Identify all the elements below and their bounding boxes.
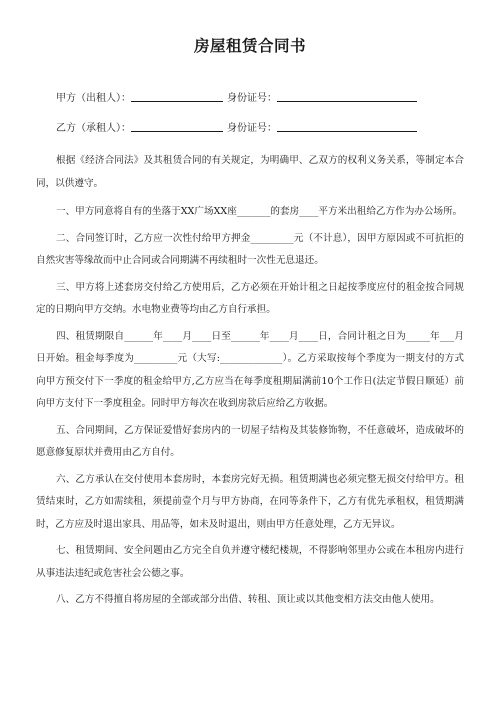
party-b-label: 乙方（承租人）： [56,123,131,134]
party-a-id-blank [277,90,417,102]
clause-6-paragraph: 六、乙方承认在交付使用本套房时，本套房完好无损。租赁期满也必须完整无损交付给甲方。租赁结束时，乙方如需续租，须提前壹个月与甲方协商，在同等条件下，乙方有优先承租权，租赁期满时，乙方应及时退出家具、用品等，如未及时退出，则由甲方任意处理，乙方无异议。 [36,473,464,530]
preamble-paragraph: 根据《经济合同法》及其租赁合同的有关规定，为明确甲、乙双方的权利义务关系，等制定本合同，以供遵守。 [36,155,464,189]
clause-4-paragraph: 四、租赁期限自______年____月____日至______年____月____日，合同计租之日为_____年___月日开始。租金每季度为_________元（大写:_____________）。乙方采取按每个季度为一期支付的方式向甲方预交付下一季度的租金给甲方,乙方应当在每季度租期届满前10个工作日(法定节假日顺延）前向甲方支付下一季度租金。同时甲方每次在收到房款后应给乙方收据。 [36,330,464,409]
party-a-label: 甲方（出租人）： [56,93,131,104]
clause-8-paragraph: 八、乙方不得擅自将房屋的全部或部分出借、转租、顶让或以其他变相方法交由他人使用。 [56,594,440,605]
document-title: 房屋租赁合同书 [193,36,306,55]
clause-5-paragraph: 五、合同期间，乙方保证爱惜好套房内的一切屋子结构及其装修饰物，不任意破坏，造成破坏的愿意修复原状并费用由乙方自付。 [36,424,464,458]
clause-1-paragraph: 一、甲方同意将自有的坐落于XX广场XX座_______的套房____平方米出租给乙方作为办公场所。 [56,206,463,217]
party-a-line [36,90,464,106]
party-b-name-blank [131,120,223,132]
clause-2-paragraph: 二、合同签订时，乙方应一次性付给甲方押金_________元（不计息），因甲方原因或不可抗拒的自然灾害等缘故而中止合同或合同期满不再续租时一次性无息退还。 [36,232,464,266]
clause-7-paragraph: 七、租赁期间、安全问题由乙方完全自负并遵守楼纪楼规，不得影响邻里办公或在本租房内进行从事违法违纪或危害社会公德之事。 [36,545,464,579]
party-b-line [36,120,464,136]
party-b-id-blank [277,120,417,132]
party-a-id-label: 身份证号： [227,93,277,104]
party-a-name-blank [131,90,223,102]
clause-3-paragraph: 三、甲方将上述套房交付给乙方使用后，乙方必须在开始计租之日起按季度应付的租金按合同规定的日期向甲方交纳。水电物业费等均由乙方自行承担。 [36,281,464,315]
party-b-id-label: 身份证号： [227,123,277,134]
